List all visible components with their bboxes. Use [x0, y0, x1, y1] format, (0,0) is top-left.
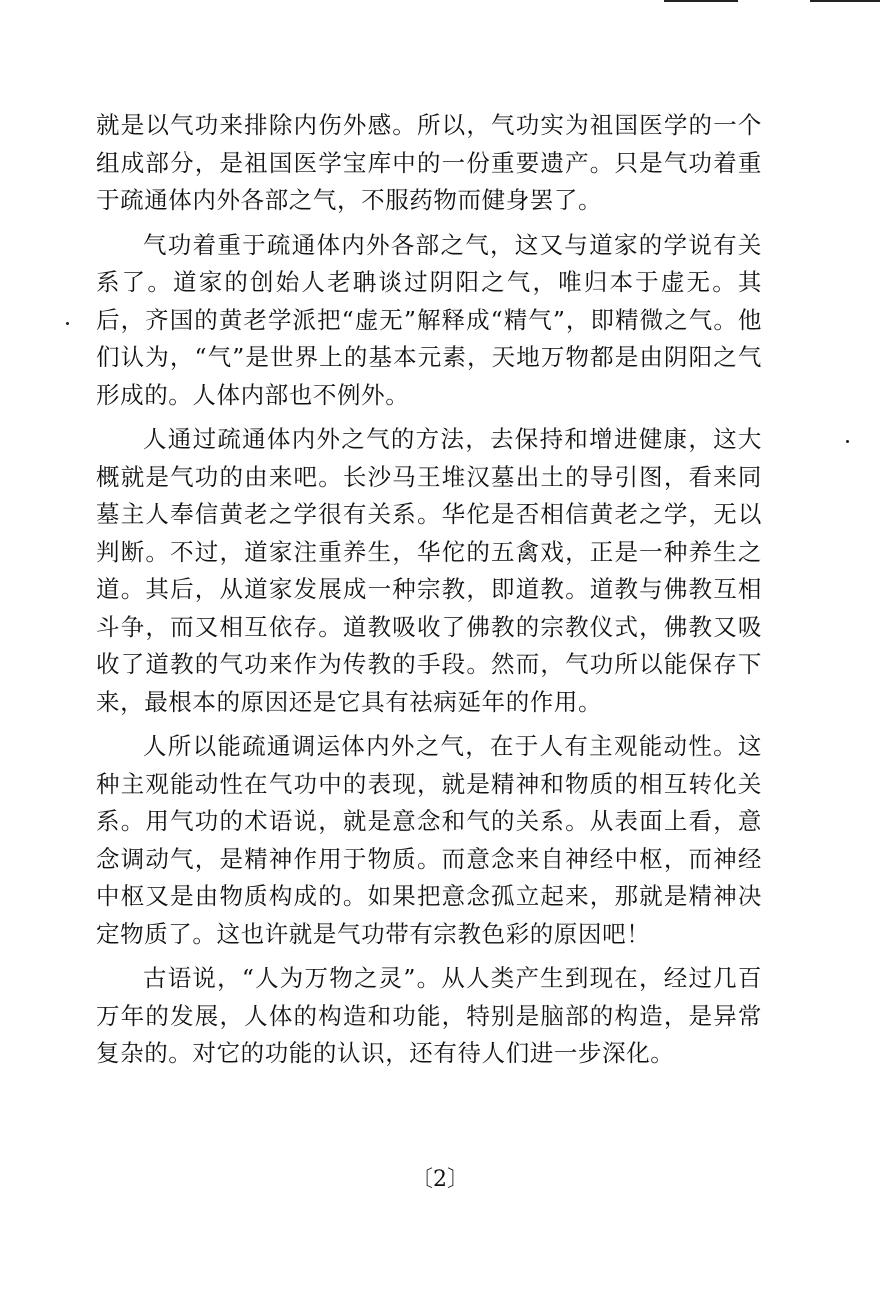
- paragraph-1: 就是以气功来排除内伤外感。所以，气功实为祖国医学的一个组成部分，是祖国医学宝库中的一份重要遗产。只是气功着重于疏通体内外各部之气，不服药物而健身罢了。: [96, 111, 762, 214]
- top-rule-right: [810, 0, 880, 2]
- page-number: 〔2〕: [411, 1167, 469, 1192]
- top-rule-left: [664, 0, 738, 2]
- scan-speck: [66, 322, 69, 325]
- scan-speck: [846, 440, 849, 443]
- paragraph-2: 气功着重于疏通体内外各部之气，这又与道家的学说有关系了。道家的创始人老聃谈过阴阳之气，唯归本于虚无。其后，齐国的黄老学派把“虚无”解释成“精气”，即精微之气。他们认为，“气”是世界上的基本元素，天地万物都是由阴阳之气形成的。人体内部也不例外。: [96, 230, 762, 409]
- body-text: [96, 107, 762, 1080]
- paragraph-5: 古语说，“人为万物之灵”。从人类产生到现在，经过几百万年的发展，人体的构造和功能，特别是脑部的构造，是异常复杂的。对它的功能的认识，还有待人们进一步深化。: [96, 964, 762, 1067]
- paragraph-3: 人通过疏通体内外之气的方法，去保持和增进健康，这大概就是气功的由来吧。长沙马王堆汉墓出土的导引图，看来同墓主人奉信黄老之学很有关系。华佗是否相信黄老之学，无以判断。不过，道家注重养生，华佗的五禽戏，正是一种养生之道。其后，从道家发展成一种宗教，即道教。道教与佛教互相斗争，而又相互依存。道教吸收了佛教的宗教仪式，佛教又吸收了道教的气功来作为传教的手段。然而，气功所以能保存下来，最根本的原因还是它具有祛病延年的作用。: [96, 425, 762, 716]
- paragraph-4: 人所以能疏通调运体内外之气，在于人有主观能动性。这种主观能动性在气功中的表现，就是精神和物质的相互转化关系。用气功的术语说，就是意念和气的关系。从表面上看，意念调动气，是精神作用于物质。而意念来自神经中枢，而神经中枢又是由物质构成的。如果把意念孤立起来，那就是精神决定物质了。这也许就是气功带有宗教色彩的原因吧！: [96, 732, 762, 948]
